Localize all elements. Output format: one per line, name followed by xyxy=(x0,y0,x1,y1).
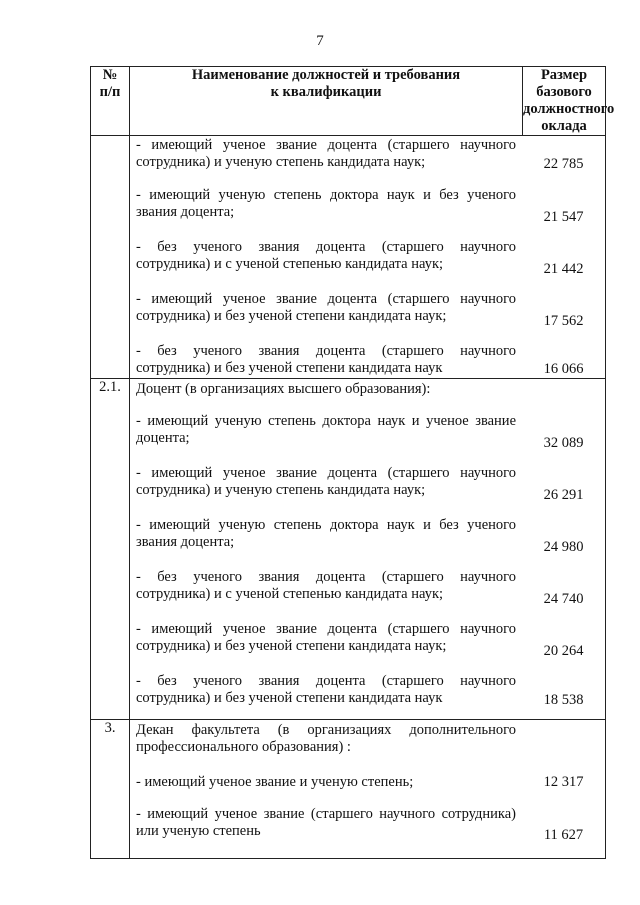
salary-table xyxy=(90,66,615,859)
item-salary: 20 264 xyxy=(543,642,584,659)
header-salary-line3: должностного xyxy=(523,101,615,117)
list-item xyxy=(130,774,605,806)
item-salary: 24 740 xyxy=(543,590,584,607)
list-item xyxy=(130,465,605,517)
item-text: - без ученого звания доцента (старшего научного сотрудника) и с ученой степенью кандидата наук; xyxy=(136,569,516,602)
list-item xyxy=(130,621,605,673)
section-content xyxy=(130,379,606,720)
item-text: - без ученого звания доцента (старшего научного сотрудника) и без ученой степени кандидата наук xyxy=(136,673,516,706)
item-salary: 11 627 xyxy=(543,826,584,843)
section-title-row xyxy=(130,722,605,774)
header-num: № п/п xyxy=(91,67,130,136)
header-name-line2: к квалификации xyxy=(270,84,382,100)
header-name xyxy=(130,67,523,136)
item-salary: 21 442 xyxy=(543,260,584,277)
table-row xyxy=(91,720,606,859)
item-text: - без ученого звания доцента (старшего научного сотрудника) и без ученой степени кандидата наук xyxy=(136,343,516,376)
item-salary: 16 066 xyxy=(543,361,584,377)
list-item xyxy=(130,673,605,719)
item-text: - имеющий ученое звание доцента (старшего научного сотрудника) и без ученой степени кандидата наук; xyxy=(136,621,516,654)
list-item xyxy=(130,137,605,184)
header-salary-line2: базового xyxy=(536,84,592,100)
item-salary: 22 785 xyxy=(543,156,584,172)
item-text: - имеющий ученую степень доктора наук и ученое звание доцента; xyxy=(136,413,516,446)
item-text: - имеющий ученое звание доцента (старшего научного сотрудника) и без ученой степени кандидата наук; xyxy=(136,291,516,324)
header-salary-line4: оклада xyxy=(541,118,587,134)
item-text: - имеющий ученое звание доцента (старшего научного сотрудника) и ученую степень кандидата наук; xyxy=(136,465,516,498)
section-number xyxy=(91,136,130,379)
item-text: - имеющий ученое звание (старшего научного сотрудника) или ученую степень xyxy=(136,806,516,839)
header-name-line1: Наименование должностей и требования xyxy=(191,67,461,83)
header-salary-line1: Размер xyxy=(540,67,588,83)
list-item xyxy=(130,239,605,291)
item-salary: 32 089 xyxy=(543,434,584,451)
list-item xyxy=(130,184,605,239)
section-title: Доцент (в организациях высшего образования): xyxy=(136,381,431,397)
item-text: - без ученого звания доцента (старшего научного сотрудника) и с ученой степенью кандидата наук; xyxy=(136,239,516,272)
header-salary xyxy=(523,67,615,136)
item-text: - имеющий ученое звание доцента (старшего научного сотрудника) и ученую степень кандидата наук; xyxy=(136,137,516,170)
table-header-row xyxy=(91,67,606,136)
section-content xyxy=(130,136,606,379)
page-number: 7 xyxy=(316,33,324,49)
section-title: Декан факультета (в организациях дополнительного профессионального образования) : xyxy=(136,722,516,755)
list-item xyxy=(130,343,605,378)
item-text: - имеющий ученое звание и ученую степень; xyxy=(136,774,414,790)
item-salary: 18 538 xyxy=(543,691,584,708)
section-number: 3. xyxy=(91,720,130,859)
list-item xyxy=(130,569,605,621)
item-salary: 21 547 xyxy=(543,208,584,225)
list-item xyxy=(130,806,605,858)
item-text: - имеющий ученую степень доктора наук и без ученого звания доцента; xyxy=(136,517,516,550)
list-item xyxy=(130,413,605,465)
table-row xyxy=(91,379,606,720)
item-salary: 17 562 xyxy=(543,312,584,329)
item-salary: 12 317 xyxy=(543,774,584,790)
section-title-row xyxy=(130,381,605,413)
list-item xyxy=(130,291,605,343)
item-text: - имеющий ученую степень доктора наук и без ученого звания доцента; xyxy=(136,187,516,220)
section-number: 2.1. xyxy=(91,379,130,720)
item-salary: 26 291 xyxy=(543,486,584,503)
section-content xyxy=(130,720,606,859)
item-salary: 24 980 xyxy=(543,538,584,555)
table-row xyxy=(91,136,606,379)
list-item xyxy=(130,517,605,569)
